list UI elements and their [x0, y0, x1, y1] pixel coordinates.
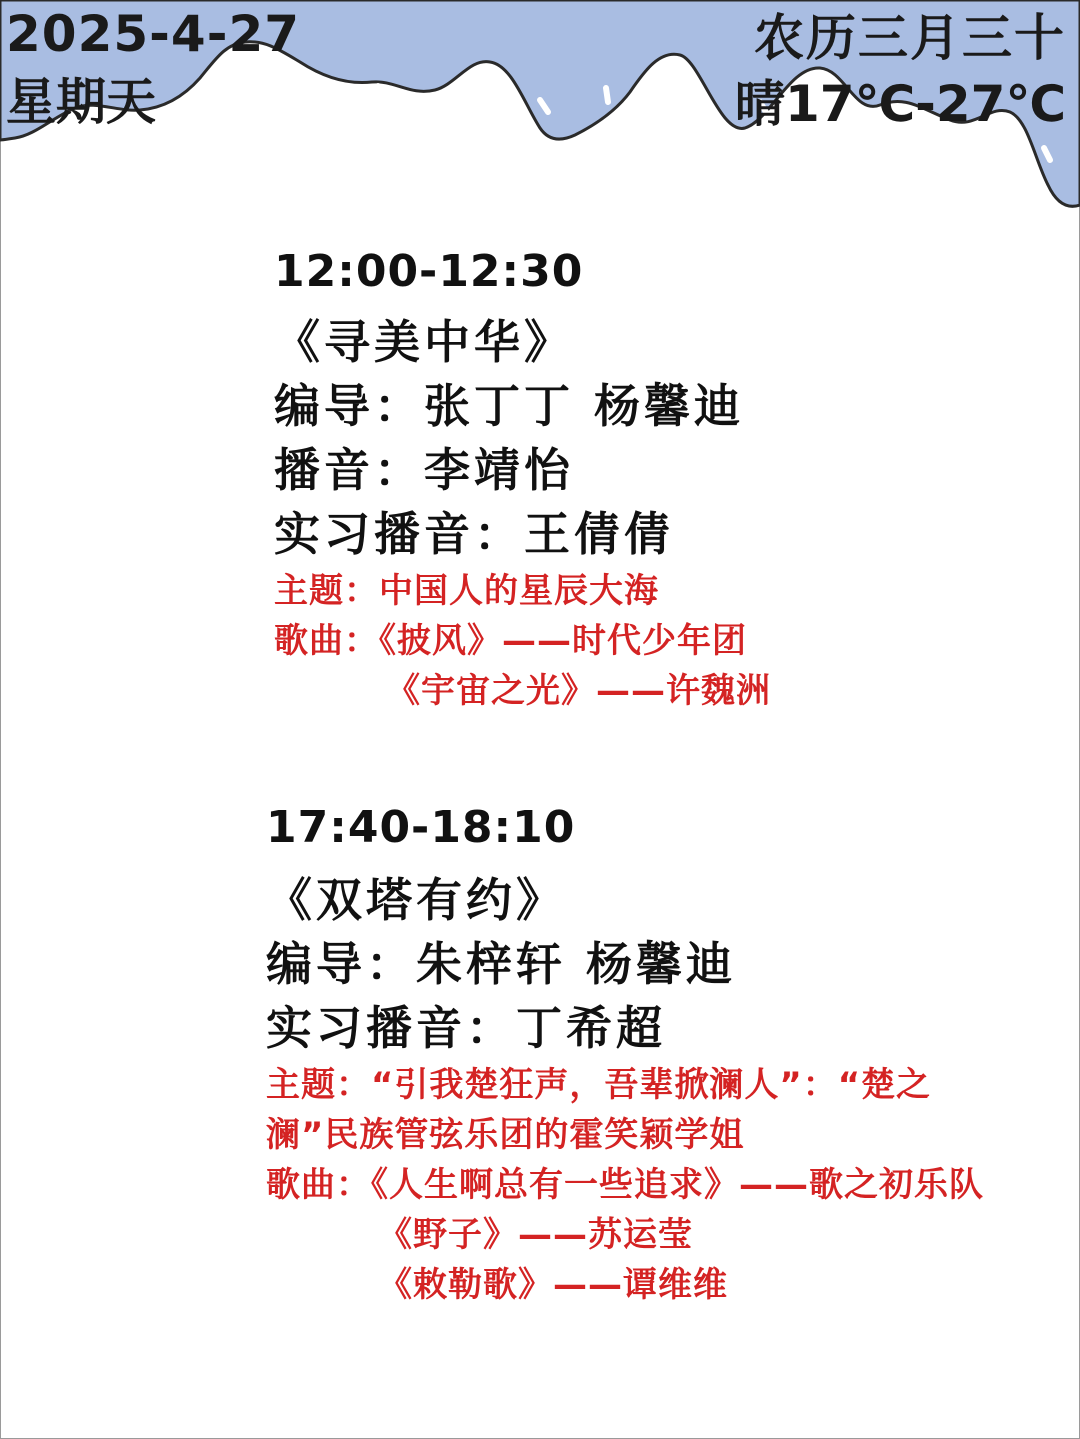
songs-label: 歌曲：: [274, 621, 379, 661]
song-item: 《敕勒歌》——谭维维: [378, 1265, 728, 1305]
program-director: 编导：张丁丁 杨馨迪: [274, 379, 745, 433]
program-theme-line-2: 澜”民族管弦乐团的霍笑颖学姐: [266, 1115, 745, 1155]
song-item: 《披风》——时代少年团: [379, 621, 747, 661]
program-announcer: 播音：李靖怡: [274, 443, 574, 497]
songs-label: 歌曲：: [266, 1165, 371, 1205]
song-item: 《人生啊总有一些追求》——歌之初乐队: [371, 1165, 984, 1205]
date-text: 2025-4-27: [6, 5, 301, 63]
weather-text: 晴17℃-27℃: [734, 75, 1066, 133]
program-time: 17:40-18:10: [266, 802, 576, 853]
program-director: 编导：朱梓轩 杨馨迪: [266, 937, 737, 991]
program-theme: 主题：中国人的星辰大海: [274, 571, 659, 611]
program-songs-row-1: [266, 1160, 984, 1210]
program-intern-announcer: 实习播音：王倩倩: [274, 507, 674, 561]
program-theme-line-1: 主题：“引我楚狂声，吾辈掀澜人”：“楚之: [266, 1065, 932, 1105]
song-item: 《野子》——苏运莹: [378, 1215, 693, 1255]
song-item: 《宇宙之光》——许魏洲: [386, 671, 771, 711]
program-title: 《寻美中华》: [274, 315, 574, 369]
weekday-text: 星期天: [6, 73, 156, 131]
program-intern-announcer: 实习播音：丁希超: [266, 1001, 666, 1055]
program-block-1: [274, 244, 771, 716]
program-block-2: [266, 800, 984, 1310]
program-songs-row-1: [274, 616, 771, 666]
lunar-date-text: 农历三月三十: [754, 9, 1066, 67]
program-time: 12:00-12:30: [274, 246, 584, 297]
program-title: 《双塔有约》: [266, 873, 566, 927]
